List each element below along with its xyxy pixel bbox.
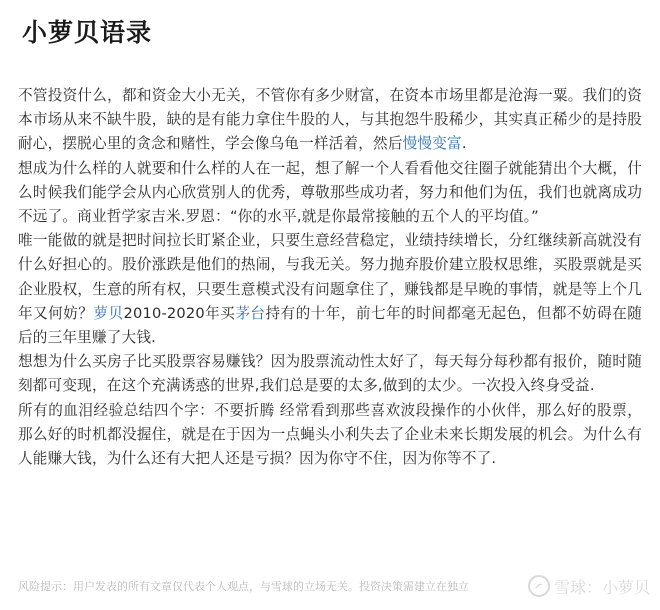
paragraph-text: 唯一能做的就是把时间拉长盯紧企业，只要生意经营稳定，业绩持续增长，分红继续新高就没有什么好担心的。股价涨跌是他们的热闹，与我无关。努力抛弃股价建立股权思维，买股票就是买企业股权，生意的所有权，只要生意模式没有问题拿住了，赚钱都是早晚的事情，就是等上个几年又何妨？ [18,232,642,322]
paragraph [18,84,642,157]
paragraph [18,399,642,472]
snowball-logo-icon [528,575,550,597]
watermark [528,575,650,598]
stock-link-slowly-rich[interactable]: 慢慢变富 [402,135,462,153]
paragraph-text: 想想为什么买房子比买股票容易赚钱？因为股票流动性太好了，每天每分每秒都有报价，随时随刻都可变现，在这个充满诱惑的世界,我们总是要的太多,做到的太少。一次投入终身受益. [18,353,642,395]
user-link-luobei[interactable]: 萝贝 [93,304,124,322]
paragraph [18,157,642,230]
footer [18,574,650,598]
watermark-text: 雪球：小萝贝 [553,577,650,597]
paragraph-text: 不管投资什么，都和资金大小无关，不管你有多少财富，在资本市场里都是沧海一粟。我们的资本市场从来不缺牛股，缺的是有能力拿住牛股的人，与其抱怨牛股稀少，其实真正稀少的是持股耐心，摆脱心里的贪念和赌性，学会像乌龟一样活着，然后 [18,87,642,153]
stock-link-moutai[interactable]: 茅台 [235,304,266,322]
paragraph-text: . [461,135,467,153]
paragraph [18,229,642,350]
paragraph-text: 想成为什么样的人就要和什么样的人在一起，想了解一个人看看他交往圈子就能猜出个大概，什么时候我们能学会从内心欣赏别人的优秀，尊敬那些成功者，努力和他们为伍，我们也就离成功不远了。商业哲学家吉米.罗恩：“你的水平,就是你最常接触的五个人的平均值。” [18,159,642,226]
paragraph-text: 2010-2020年买 [123,304,236,322]
paragraph-text: 所有的血泪经验总结四个字：不要折腾 经常看到那些喜欢波段操作的小伙伴，那么好的股票，那么好的时机都没握住，就是在于因为一点蝇头小利失去了企业未来长期发展的机会。为什么有人能赚大钱，为什么还有大把人还是亏损？因为你守不住，因为你等不了. [18,401,642,468]
paragraph [18,350,642,398]
article-title: 小萝贝语录 [22,18,153,47]
article-body [18,84,642,471]
paragraph-text: 持有的十年，前七年的时间都毫无起色，但都不妨碍在随后的三年里赚了大钱. [18,304,643,347]
risk-disclaimer: 风险提示：用户发表的所有文章仅代表个人观点，与雪球的立场无关。投资决策需建立在独立 [18,580,469,593]
